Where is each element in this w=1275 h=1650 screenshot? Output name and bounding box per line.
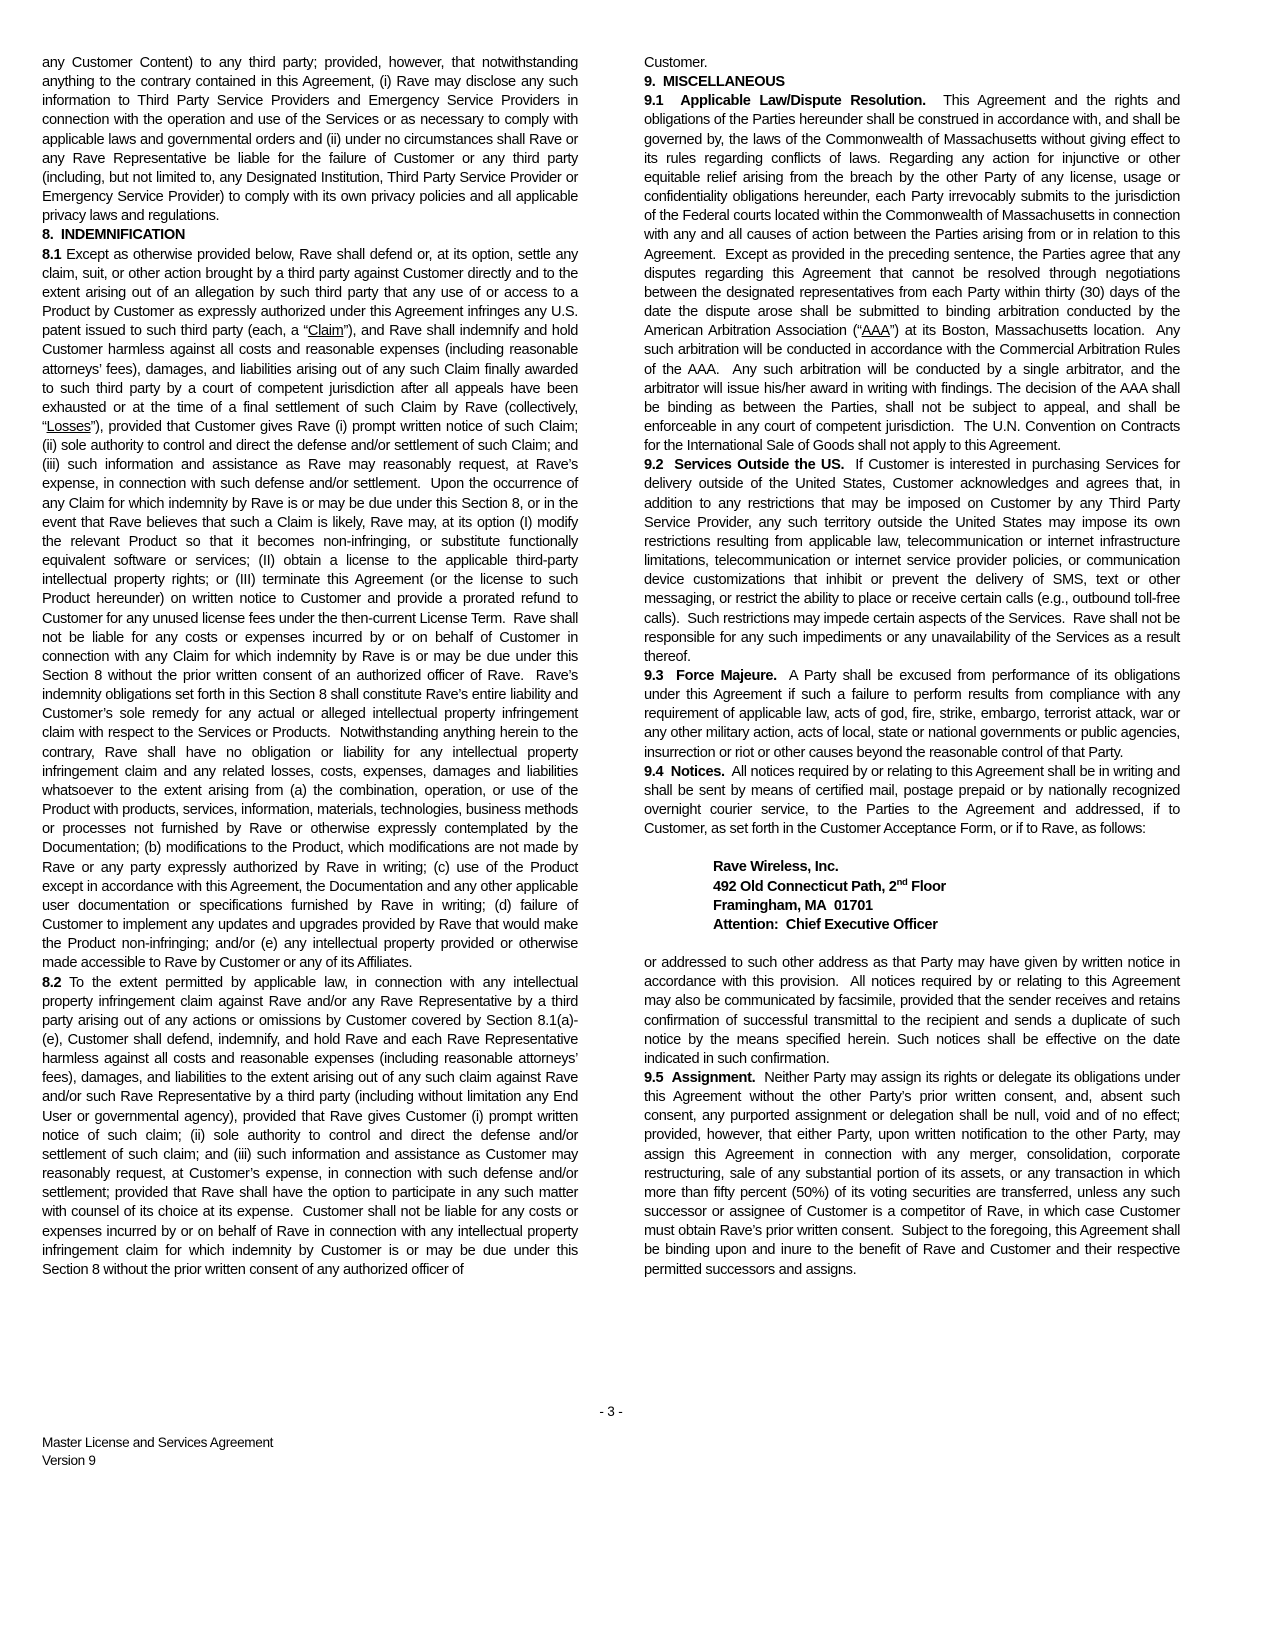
clause-9-5-heading: 9.5 Assignment. [644,1069,756,1086]
clause-8-2-text: To the extent permitted by applicable law, in connection with any intellectual property infringement claim against Rave and/or any Rave Representative by a third party arising out of any actions or omissions by Customer covered by Section 8.1(a)-(e), Customer shall defend, indemnify, and hold Rave and each Rave Representative harmless against all costs and reasonable expenses (including reasonable attorneys’ fees), damages, and liabilities to the extent arising out of any such claim against Rave and/or such Rave Representative by a third party (including without limitation any End User or governmental agency), provided that Rave gives Customer (i) prompt written notice of such claim; (ii) sole authority to control and direct the defense and/or settlement of such claim; and (iii) such information and assistance as Customer may reasonably request, at Customer’s expense, in connection with such defense and/or settlement; provided that Rave shall have the option to participate in any such matter with counsel of its choice at its expense. Customer shall not be liable for any costs or expenses incurred by or on behalf of Rave in connection with any intellectual property infringement claim for which indemnity by Customer is or may be due under this Section 8 without the prior written consent of any authorized officer of [42,974,578,1278]
clause-9-1-text-run-2: ”) at its Boston, Massachusetts location. Any such arbitration will be conducted in accordance with the Commercial Arbitration Rules of the AAA. Any such arbitration will be conducted by a single arbitrator, and the arbitrator will issue his/her award in writing with findings. The decision of the AAA shall be binding as between the Parties, shall not be subject to appeal, and shall be enforceable in any court of competent jurisdiction. The U.N. Convention on Contracts for the International Sale of Goods shall not apply to this Agreement. [644,323,1180,455]
clause-8-1 [42,246,578,974]
address-city: Framingham, MA 01701 [713,897,873,914]
address-attention: Attention: Chief Executive Officer [713,916,938,933]
clause-8-1-number: 8.1 [42,246,62,263]
clause-9-4 [644,763,1180,840]
clause-9-3-heading: 9.3 Force Majeure. [644,668,777,684]
two-column-body [42,54,1229,1280]
clause-8-1-text-run-3: ”), provided that Customer gives Rave (i) prompt written notice of such Claim; (ii) sole authority to control and direct the defense and/or settlement of such Claim; and (iii) such information and assistance as Rave may reasonably request, at Rave’s expense, in connection with such defense and/or settlement. Upon the occurrence of any Claim for which indemnity by Rave is or may be due under this Section 8, or in the event that Rave believes that such a Claim is likely, Rave may, at its option (I) modify the relevant Product so that it becomes non-infringing, or substitute functionally equivalent software or services; (II) obtain a license to the applicable third-party intellectual property rights; or (III) terminate this Agreement (or the license to such Product hereunder) on written notice to Customer and provide a prorated refund to Customer for any unused license fees under the then-current License Term. Rave shall not be liable for any costs or expenses incurred by or on behalf of Customer in connection with any Claim for which indemnity by Rave is or may be due under this Section 8 without the prior written consent of an authorized officer of Rave. Rave’s indemnity obligations set forth in this Section 8 shall constitute Rave’s entire liability and Customer’s sole remedy for any actual or alleged intellectual property infringement claim with respect to the Services or Products. Notwithstanding anything herein to the contrary, Rave shall have no obligation or liability for any intellectual property infringement claim and any related losses, costs, expenses, damages and liabilities whatsoever to the extent arising from (a) the combination, operation, or use of the Product with products, services, information, materials, technologies, business methods or processes not furnished by Rave or otherwise expressly contemplated by the Documentation; (b) modifications to the Product, which modifications are not made by Rave or any party expressly authorized by Rave in writing; (c) use of the Product except in accordance with this Agreement, the Documentation and any other applicable user documentation or specifications furnished by Rave in writing; (d) failure of Customer to implement any updates and upgrades provided by Rave that would make the Product non-infringing; and/or (e) any intellectual property provided or otherwise made accessible to Rave by Customer or any of its Affiliates. [42,418,578,972]
address-company: Rave Wireless, Inc. [713,859,839,876]
clause-9-3 [644,667,1180,763]
clause-9-2 [644,456,1180,667]
clause-9-4-heading: 9.4 Notices. [644,763,725,780]
defined-term-claim: Claim [307,323,344,340]
clause-9-1-text-run-1: This Agreement and the rights and obligations of the Parties hereunder shall be construed in accordance with, and shall be governed by, the laws of the Commonwealth of Massachusetts without giving effect to its rules regarding conflicts of laws. Regarding any action for injunctive or other equitable relief arising from the breach by the other Party of any license, usage or confidentiality obligations hereunder, each Party irrevocably submits to the jurisdiction of the Federal courts located within the Commonwealth of Massachusetts in connection with any and all causes of action between the Parties arising from or in relation to this Agreement. Except as provided in the preceding sentence, the Parties agree that any disputes regarding this Agreement that cannot be resolved through negotiations between the designated representatives from each Party within thirty (30) days of the date the dispute arose shall be submitted to binding arbitration conducted by the American Arbitration Association (“ [644,93,1181,340]
notice-address-block [644,858,1180,935]
notices-continuation-paragraph: or addressed to such other address as that Party may have given by written notice in accordance with this provision. All notices required by or relating to this Agreement may also be communicated by facsimile, provided that the sender receives and retains confirmation of successful transmittal to the recipient and sends a duplicate of such notice by the means specified herein. Such notices shall be effective on the date indicated in such confirmation. [644,955,1180,1067]
right-column [644,54,1180,1280]
clause-8-2-number: 8.2 [42,974,62,991]
section-9-heading: 9. MISCELLANEOUS [644,74,785,91]
continuation-paragraph: Customer. [644,55,708,71]
address-street-prefix: 492 Old Connecticut Path, 2 [713,878,897,895]
address-street-ordinal: nd [896,876,908,888]
clause-8-2 [42,974,578,1281]
section-8-heading: 8. INDEMNIFICATION [42,227,186,244]
footer-version: Version 9 [42,1452,96,1468]
clause-9-1 [644,92,1180,456]
continuation-paragraph: any Customer Content) to any third party; provided, however, that notwithstanding anything to the contrary contained in this Agreement, (i) Rave may disclose any such information to Third Party Service Providers and Emergency Service Providers in connection with the operation and use of the Services or as necessary to comply with applicable laws and governmental orders and (ii) under no circumstances shall Rave or any Rave Representative be liable for the failure of Customer or any third party (including, but not limited to, any Designated Institution, Third Party Service Provider or Emergency Service Provider) to comply with its own privacy policies and all applicable privacy laws and regulations. [42,55,578,225]
defined-term-aaa: AAA [861,323,890,340]
left-column [42,54,578,1280]
clause-9-4-text: All notices required by or relating to this Agreement shall be in writing and shall be sent by means of certified mail, postage prepaid or by nationally recognized overnight courier service, to the Parties to the Agreement and addressed, if to Customer, as set forth in the Customer Acceptance Form, or if to Rave, as follows: [644,763,1180,838]
clause-8-1-text-run-2: ”), and Rave shall indemnify and hold Customer harmless against all costs and reasonable expenses (including reasonable attorneys’ fees), damages, and liabilities arising out of any such Claim finally awarded to such third party by a court of competent jurisdiction after all appeals have been exhausted or at the time of a final settlement of such Claim by Rave (collectively, “ [42,323,578,435]
clause-9-5-text: Neither Party may assign its rights or delegate its obligations under this Agreement without the other Party’s prior written consent, and, absent such consent, any purported assignment or delegation shall be null, void and of no effect; provided, however, that either Party, upon written notification to the other Party, may assign this Agreement in connection with any merger, consolidation, corporate restructuring, sale of any substantial portion of its assets, or any transaction in which more than fifty percent (50%) of its voting securities are transferred, unless any such successor or assignee of Customer is a competitor of Rave, in which case Customer must obtain Rave’s prior written consent. Subject to the foregoing, this Agreement shall be binding upon and inure to the benefit of Rave and Customer and their respective permitted successors and assigns. [644,1069,1180,1278]
clause-9-3-text: A Party shall be excused from performance of its obligations under this Agreement if such a failure to perform results from compliance with any requirement of applicable law, acts of god, fire, strike, embargo, terrorist attack, war or any other military action, acts of local, state or national governments or public agencies, insurrection or riot or other causes beyond the reasonable control of that Party. [644,668,1180,761]
clause-9-2-text: If Customer is interested in purchasing Services for delivery outside of the United States, Customer acknowledges and agrees that, in addition to any restrictions that may be imposed on Customer by any Third Party Service Provider, any such territory outside the United States may impose its own restrictions resulting from applicable law, telecommunication or internet infrastructure limitations, telecommunication or internet service provider policies, or communication device customizations that inhibit or prevent the delivery of SMS, text or other messaging, or restrict the ability to place or receive certain calls (e.g., outbound toll-free calls). Such restrictions may impede certain aspects of the Services. Rave shall not be responsible for any such impediments or any unavailability of the Services as a result thereof. [644,457,1180,665]
clause-9-2-heading: 9.2 Services Outside the US. [644,457,845,474]
clause-8-1-text-run-1: Except as otherwise provided below, Rave shall defend or, at its option, settle any claim, suit, or other action brought by a third party against Customer directly and to the extent arising out of an allegation by such third party that any use of or access to a Product by Customer as expressly authorized under this Agreement infringes any U.S. patent issued to such third party (each, a “ [42,246,578,340]
page-footer [42,1434,273,1469]
page-number: - 3 - [599,1404,623,1419]
address-street [713,878,1180,897]
defined-term-losses: Losses [46,418,91,435]
footer-document-title: Master License and Services Agreement [42,1435,274,1450]
clause-9-1-heading: 9.1 Applicable Law/Dispute Resolution. [644,93,926,110]
address-street-suffix: Floor [907,878,946,895]
clause-9-5 [644,1069,1180,1280]
